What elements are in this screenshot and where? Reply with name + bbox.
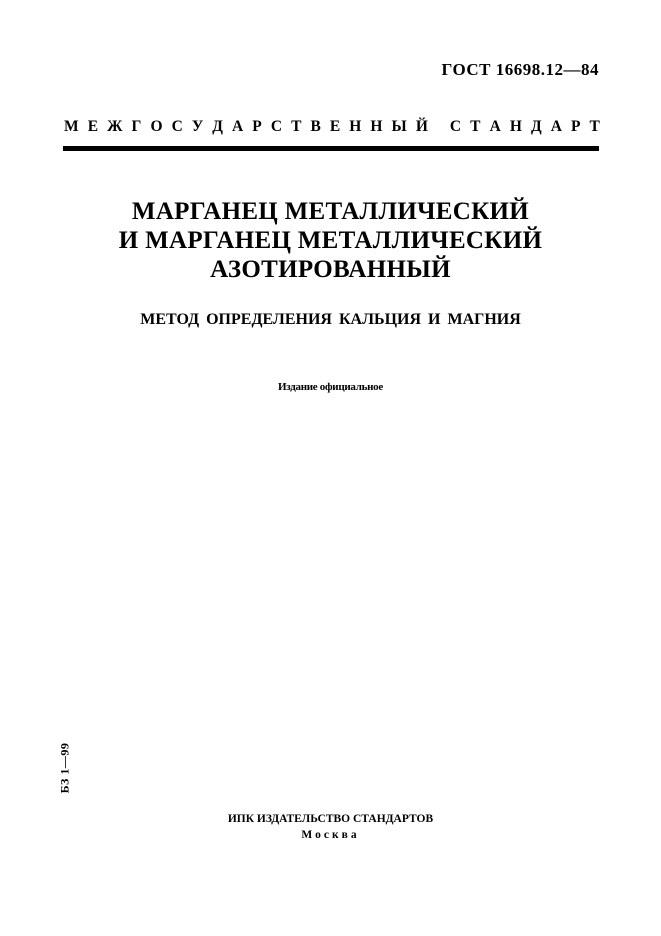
header-rule <box>63 146 599 151</box>
heading-letter: Р <box>570 118 581 135</box>
heading-letter: А <box>550 118 562 135</box>
heading-letter: Р <box>252 118 262 135</box>
title-line-1: МАРГАНЕЦ МЕТАЛЛИЧЕСКИЙ <box>131 198 530 225</box>
heading-letter: Т <box>589 118 600 135</box>
heading-letter: А <box>232 118 244 135</box>
side-code-text: БЗ 1—99 <box>57 742 72 794</box>
heading-letter: Ж <box>107 118 123 135</box>
heading-letter: Е <box>87 118 99 135</box>
heading-letter: Ы <box>391 118 407 135</box>
edition-note: Издание официальное <box>278 381 383 393</box>
heading-letter: О <box>150 118 163 135</box>
heading-letter: Е <box>329 118 341 135</box>
heading-letter: Н <box>509 118 522 135</box>
heading-letter: Д <box>212 118 223 135</box>
document-subtitle: МЕТОД ОПРЕДЕЛЕНИЯ КАЛЬЦИЯ И МАГНИЯ <box>140 311 521 328</box>
heading-letter <box>437 118 441 136</box>
heading-letter: С <box>171 118 183 135</box>
heading-letter: В <box>310 118 321 135</box>
publisher-city: Москва <box>301 829 360 841</box>
heading-letter: Т <box>291 118 302 135</box>
heading-letter: А <box>489 118 501 135</box>
standard-type-heading <box>64 118 600 136</box>
heading-letter: М <box>64 118 79 135</box>
side-code <box>57 742 73 794</box>
heading-letter: Т <box>470 118 481 135</box>
title-line-2: И МАРГАНЕЦ МЕТАЛЛИЧЕСКИЙ <box>118 227 543 254</box>
heading-letter: Г <box>131 118 142 135</box>
heading-letter: У <box>191 118 204 135</box>
heading-letter: Й <box>415 118 428 135</box>
publisher-name: ИПК ИЗДАТЕЛЬСТВО СТАНДАРТОВ <box>227 813 434 825</box>
heading-letter: С <box>270 118 283 135</box>
heading-letter: Н <box>370 118 383 135</box>
document-title <box>0 197 661 284</box>
heading-letter: Н <box>349 118 362 135</box>
heading-letter: Д <box>530 118 542 135</box>
publisher-block <box>0 811 661 843</box>
title-line-3: АЗОТИРОВАННЫЙ <box>210 256 451 283</box>
heading-letter: С <box>449 118 462 135</box>
gost-number: ГОСТ 16698.12—84 <box>441 60 599 79</box>
